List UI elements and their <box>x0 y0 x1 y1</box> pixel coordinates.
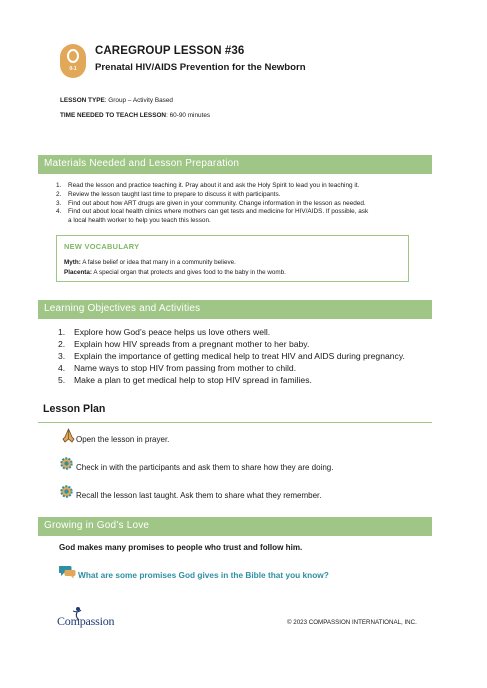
list-item-number: 2. <box>58 339 66 350</box>
vocabulary-term: Placenta: <box>64 269 92 276</box>
materials-list <box>56 182 426 226</box>
list-item-number: 3. <box>56 199 62 207</box>
speech-bubbles-icon <box>59 564 76 579</box>
copyright-notice: © 2023 COMPASSION INTERNATIONAL, INC. <box>287 619 417 626</box>
praying-hands-icon <box>61 428 76 443</box>
growing-section-header <box>38 517 432 536</box>
materials-heading: Materials Needed and Lesson Preparation <box>44 158 240 169</box>
list-item <box>56 374 436 386</box>
logo-age-label: 0-1 <box>69 66 77 72</box>
lesson-plan-section-header <box>38 400 432 423</box>
time-needed-value: : 60-90 minutes <box>166 112 211 119</box>
lesson-step-text: Open the lesson in prayer. <box>76 435 170 444</box>
list-item <box>56 326 436 338</box>
page-subtitle: Prenatal HIV/AIDS Prevention for the Newborn <box>95 62 306 73</box>
list-item-number: 3. <box>58 351 66 362</box>
time-needed-label: TIME NEEDED TO TEACH LESSON <box>60 112 167 119</box>
list-item-number: 1. <box>56 182 62 189</box>
growing-heading: Growing in God’s Love <box>44 520 150 531</box>
lesson-step-text: Recall the lesson last taught. Ask them to share what they remember. <box>76 491 322 500</box>
lesson-step-text: Check in with the participants and ask them to share how they are doing. <box>76 463 334 472</box>
vocabulary-heading: NEW VOCABULARY <box>64 242 140 251</box>
lesson-type-label: LESSON TYPE <box>60 97 105 104</box>
list-item-text: Explain the importance of getting medical help to treat HIV and AIDS during pregnancy. <box>74 351 405 362</box>
materials-section-header <box>38 155 432 174</box>
objectives-section-header <box>38 300 432 319</box>
vocabulary-entry <box>64 269 286 276</box>
compassion-wordmark: Compassion <box>57 614 115 628</box>
list-item-text: Read the lesson and practice teaching it. Pray about it and ask the Holy Spirit to lead you in teaching it. <box>68 182 360 189</box>
gear-icon <box>59 484 74 499</box>
list-item-number: 2. <box>56 190 62 198</box>
list-item-number: 4. <box>58 363 66 374</box>
compassion-logo <box>57 606 127 633</box>
objectives-heading: Learning Objectives and Activities <box>44 303 201 314</box>
list-item-text: Find out about local health clinics where mothers can get tests and medicine for HIV/AIDS. If possible, ask <box>68 208 369 216</box>
promise-statement: God makes many promises to people who trust and follow him. <box>59 543 303 552</box>
vocabulary-entry <box>64 259 236 266</box>
lesson-plan-heading: Lesson Plan <box>43 403 106 415</box>
list-item-text: Name ways to stop HIV from passing from mother to child. <box>74 363 297 374</box>
list-item <box>56 338 436 350</box>
lesson-type-line <box>60 97 173 104</box>
vocabulary-definition: A false belief or idea that many in a community believe. <box>80 259 236 266</box>
list-item <box>56 200 426 209</box>
page-title: CAREGROUP LESSON #36 <box>95 45 245 57</box>
time-needed-line <box>60 112 210 119</box>
list-item-text: Explore how God’s peace helps us love others well. <box>74 327 271 337</box>
objectives-list <box>56 326 436 386</box>
vocabulary-term: Myth: <box>64 259 81 266</box>
vocabulary-box <box>56 235 409 282</box>
logo-mark <box>67 49 79 63</box>
vocabulary-definition: A special organ that protects and gives food to the baby in the womb. <box>92 269 286 276</box>
discussion-question: What are some promises God gives in the Bible that you know? <box>78 570 329 580</box>
list-item <box>56 350 436 362</box>
lesson-logo-icon <box>60 44 86 78</box>
gear-icon <box>59 456 74 471</box>
list-item-text: Make a plan to get medical help to stop HIV spread in families. <box>74 375 312 386</box>
list-item-text: Explain how HIV spreads from a pregnant mother to her baby. <box>74 339 310 350</box>
list-item <box>56 208 426 226</box>
list-item <box>56 191 426 200</box>
list-item-text-continued: a local health worker to help you teach this lesson. <box>68 217 211 225</box>
list-item-text: Find out about how ART drugs are given in your community. Change information in the lesson as needed. <box>68 199 366 207</box>
lesson-type-value: : Group – Activity Based <box>104 97 173 104</box>
list-item-number: 1. <box>58 327 66 337</box>
list-item <box>56 362 436 374</box>
list-item-number: 5. <box>58 375 66 386</box>
list-item-text: Review the lesson taught last time to prepare to discuss it with participants. <box>68 190 281 198</box>
list-item <box>56 182 426 191</box>
list-item-number: 4. <box>56 208 62 216</box>
